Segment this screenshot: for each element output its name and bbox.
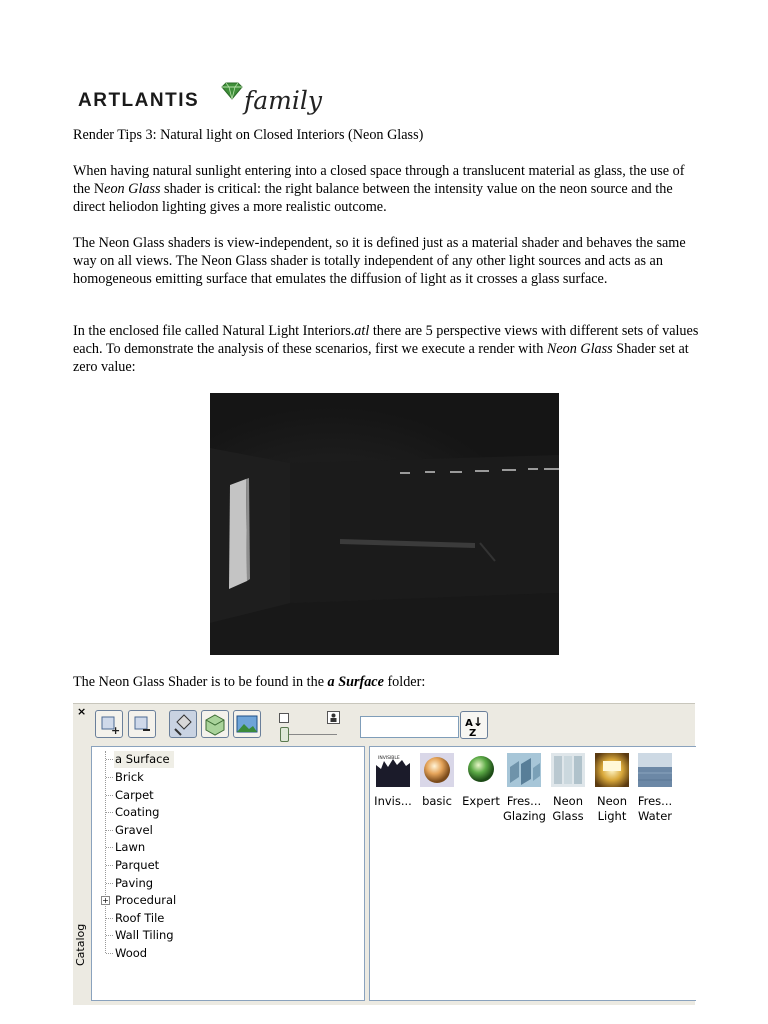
sort-arrow-icon: ↓ (472, 715, 483, 729)
tree-tick (106, 935, 113, 936)
tree-item-wall-tiling[interactable]: Wall Tiling (115, 928, 174, 942)
tree-expand-icon[interactable]: + (102, 896, 109, 905)
shader-thumbnail-grid (369, 746, 696, 1001)
tree-item-roof-tile[interactable]: Roof Tile (115, 911, 165, 925)
tree-item-carpet[interactable]: Carpet (115, 788, 154, 802)
tree-tick (106, 883, 113, 884)
tree-tick (106, 918, 113, 919)
neon-light-thumbnail (595, 753, 629, 787)
svg-text:+: + (111, 724, 121, 737)
tree-item-a-surface[interactable]: a Surface (114, 751, 174, 768)
paragraph-intro: When having natural sunlight entering into a closed space through a translucent material as glass, the use of the Neon Glass shader is critical: the right balance between the intensity value on the neon source and the direct heliodon lighting gives a more realistic outcome. (73, 163, 685, 215)
close-icon[interactable]: × (77, 705, 87, 718)
neon-glass-thumbnail (551, 753, 585, 787)
tile-label-2: Glazing (503, 809, 546, 823)
tile-label-2: Glass (552, 809, 584, 823)
thumbnail-size-slider-track[interactable] (285, 734, 337, 735)
paragraph-enclosed-file: In the enclosed file called Natural Light Interiors.atl there are 5 perspective views with different sets of values each. To demonstrate the analysis of these scenarios, first we execute a render with Neon Glass Shader set at zero value: (73, 323, 699, 375)
expert-shader-thumbnail (464, 753, 498, 787)
add-folder-icon (96, 711, 122, 737)
basic-shader-thumbnail (420, 753, 454, 787)
catalog-search-input[interactable] (360, 716, 459, 738)
sort-label-z: Z (469, 728, 477, 739)
fresnel-glazing-thumbnail (507, 753, 541, 787)
doc-title: Render Tips 3: Natural light on Closed Interiors (Neon Glass) (73, 127, 424, 143)
shader-tile-neon-light[interactable] (591, 753, 633, 824)
cube-icon (202, 711, 228, 737)
tile-label: Neon (596, 794, 627, 808)
tree-tick (106, 759, 113, 760)
paragraph-surface-folder: The Neon Glass Shader is to be found in the a Surface folder: (73, 674, 426, 690)
invisible-shader-thumbnail (376, 753, 410, 787)
image-category-button[interactable] (233, 710, 261, 738)
shader-tile-basic[interactable] (416, 753, 458, 809)
tree-tick (106, 865, 113, 866)
add-catalog-button[interactable] (95, 710, 123, 738)
thumbnail-size-slider-thumb[interactable] (280, 727, 289, 742)
shader-tile-neon-glass[interactable] (547, 753, 589, 824)
paint-bucket-icon (170, 711, 196, 737)
tile-label: Expert (462, 794, 500, 808)
shader-tile-fresnel-water[interactable] (634, 753, 676, 824)
tree-guide-line (105, 751, 106, 953)
shader-tile-expert[interactable] (460, 753, 502, 809)
shader-category-button[interactable] (169, 710, 197, 738)
tree-item-brick[interactable]: Brick (115, 770, 144, 784)
tree-tick (106, 777, 113, 778)
shader-tile-fresnel-glazing[interactable] (503, 753, 545, 824)
catalog-side-label: Catalog (74, 923, 87, 966)
logo-wordmark: ARTLANTIS (78, 90, 200, 111)
sort-alphabetical-button[interactable] (460, 711, 488, 739)
tile-label: basic (422, 794, 452, 808)
tree-item-gravel[interactable]: Gravel (115, 823, 153, 837)
artlantis-logo (78, 80, 328, 122)
remove-catalog-button[interactable] (128, 710, 156, 738)
tree-item-parquet[interactable]: Parquet (115, 858, 160, 872)
tree-tick (106, 847, 113, 848)
dark-interior-render-image (210, 393, 559, 655)
object-category-button[interactable] (201, 710, 229, 738)
invisible-thumb-text: INVISIBLE (378, 756, 400, 761)
tree-tick (106, 830, 113, 831)
remove-folder-icon (129, 711, 155, 737)
tree-item-coating[interactable]: Coating (115, 805, 160, 819)
tile-label: Invis... (374, 794, 412, 808)
person-icon (328, 712, 339, 723)
tree-item-wood[interactable]: Wood (115, 946, 148, 960)
large-thumbnail-icon[interactable] (327, 711, 340, 724)
tile-label: Neon (552, 794, 583, 808)
tree-tick (106, 953, 113, 954)
diamond-icon (220, 82, 244, 100)
tree-tick (106, 812, 113, 813)
fresnel-water-thumbnail (638, 753, 672, 787)
tree-item-lawn[interactable]: Lawn (115, 840, 146, 854)
tile-label-2: Light (597, 809, 627, 823)
landscape-image-icon (234, 711, 260, 737)
tree-item-procedural[interactable]: Procedural (115, 893, 177, 907)
tile-label: Fres... (506, 794, 542, 808)
tree-item-paving[interactable]: Paving (115, 876, 154, 890)
paragraph-view-independent: The Neon Glass shaders is view-independent, so it is defined just as a material shader and behaves the same way on all views. The Neon Glass shader is totally independent of any other light sources and acts as an homogeneous emitting surface that emulates the diffusion of light as it crosses a glass surface. (73, 235, 686, 287)
catalog-panel (73, 703, 695, 1005)
tile-label: Fres... (637, 794, 673, 808)
shader-tile-invisible[interactable] (372, 753, 414, 809)
tile-label-2: Water (638, 809, 672, 823)
tree-tick (106, 795, 113, 796)
small-thumbnail-icon[interactable] (279, 713, 289, 723)
sort-label-a: A (465, 718, 473, 729)
catalog-folder-tree[interactable] (91, 746, 365, 1001)
logo-script: family (244, 86, 322, 115)
